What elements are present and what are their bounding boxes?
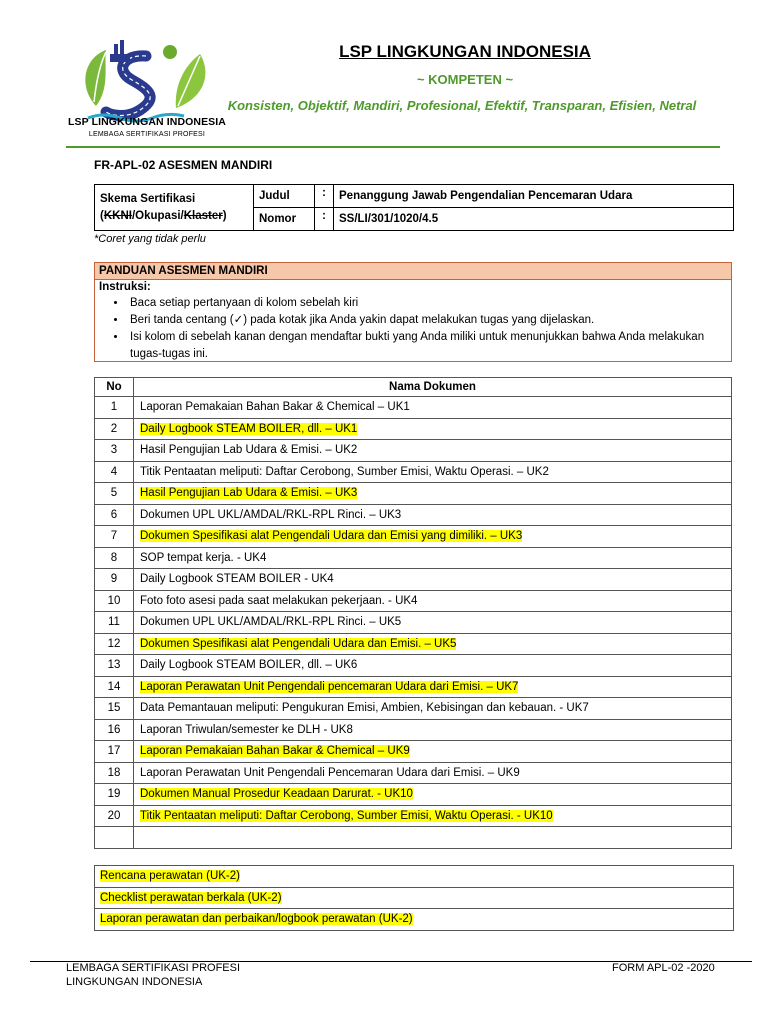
nomor-colon: : <box>315 208 334 231</box>
footer-form-code: FORM APL-02 -2020 <box>612 962 715 974</box>
row-number: 4 <box>95 461 134 483</box>
table-row <box>95 397 732 419</box>
skema-label: Skema Sertifikasi (KKNI/Okupasi/Klaster) <box>95 185 254 231</box>
row-number: 2 <box>95 418 134 440</box>
documents-table <box>94 377 732 849</box>
document-name: Dokumen Manual Prosedur Keadaan Darurat. - UK10 <box>140 788 413 801</box>
document-name-cell <box>134 633 732 655</box>
table-row <box>95 762 732 784</box>
row-number: 19 <box>95 784 134 806</box>
evidence-note: Checklist perawatan berkala (UK-2) <box>100 891 282 904</box>
row-number: 20 <box>95 805 134 827</box>
document-name-cell <box>134 719 732 741</box>
table-row <box>95 440 732 462</box>
document-name: Data Pemantauan meliputi: Pengukuran Emisi, Ambien, Kebisingan dan kebauan. - UK7 <box>140 702 589 715</box>
row-number: 7 <box>95 526 134 548</box>
row-number: 13 <box>95 655 134 677</box>
document-name: Daily Logbook STEAM BOILER - UK4 <box>140 573 334 586</box>
document-name: Dokumen Spesifikasi alat Pengendali Udara dan Emisi. – UK5 <box>140 637 457 650</box>
panduan-heading: PANDUAN ASESMEN MANDIRI <box>95 263 731 280</box>
row-number: 8 <box>95 547 134 569</box>
skema-label-line1: Skema Sertifikasi <box>100 192 196 205</box>
judul-label: Judul <box>254 185 315 208</box>
document-name-cell <box>134 655 732 677</box>
row-number: 14 <box>95 676 134 698</box>
table-row <box>95 504 732 526</box>
table-row <box>95 612 732 634</box>
document-name: Laporan Perawatan Unit Pengendali Pencemaran Udara dari Emisi. – UK9 <box>140 766 520 779</box>
document-name: Hasil Pengujian Lab Udara & Emisi. – UK3 <box>140 487 358 500</box>
kkni-option: KKNI <box>103 209 132 222</box>
table-row <box>95 805 732 827</box>
row-number: 5 <box>95 483 134 505</box>
organization-title: LSP LINGKUNGAN INDONESIA <box>339 42 591 61</box>
document-name: Laporan Triwulan/semester ke DLH - UK8 <box>140 723 353 736</box>
document-name-cell <box>134 590 732 612</box>
lsp-logo <box>66 36 236 146</box>
row-number: 16 <box>95 719 134 741</box>
evidence-note-row <box>95 887 734 909</box>
column-header-no: No <box>95 378 134 397</box>
row-number: 9 <box>95 569 134 591</box>
panduan-box <box>94 262 732 362</box>
document-name: Hasil Pengujian Lab Udara & Emisi. – UK2 <box>140 444 358 457</box>
instruction-item: • Isi kolom di sebelah kanan dengan mendaftar bukti yang Anda miliki untuk menunjukkan bahwa Anda melakukan tugas-tugas ini. <box>127 329 731 363</box>
nomor-label: Nomor <box>254 208 315 231</box>
row-number: 12 <box>95 633 134 655</box>
tagline: ~ KOMPETEN ~ <box>416 72 514 87</box>
table-row <box>95 698 732 720</box>
document-name-cell <box>134 827 732 849</box>
row-number: 1 <box>95 397 134 419</box>
evidence-notes-table <box>94 865 734 931</box>
document-name: Foto foto asesi pada saat melakukan pekerjaan. - UK4 <box>140 594 418 607</box>
table-row <box>95 676 732 698</box>
instruction-list <box>95 295 731 363</box>
instruksi-label: Instruksi: <box>99 281 151 293</box>
evidence-note: Laporan perawatan dan perbaikan/logbook perawatan (UK-2) <box>100 913 413 926</box>
judul-value: Penanggung Jawab Pengendalian Pencemaran Udara <box>334 185 734 208</box>
judul-colon: : <box>315 185 334 208</box>
evidence-note: Rencana perawatan (UK-2) <box>100 870 240 883</box>
document-name-cell <box>134 418 732 440</box>
document-name-cell <box>134 569 732 591</box>
document-name-cell <box>134 504 732 526</box>
footer-org-line1: LEMBAGA SERTIFIKASI PROFESI <box>66 962 241 974</box>
footnote: *Coret yang tidak perlu <box>94 233 206 245</box>
document-name-cell <box>134 547 732 569</box>
row-number: 11 <box>95 612 134 634</box>
documents-header-row <box>95 378 732 397</box>
document-name: Daily Logbook STEAM BOILER, dll. – UK6 <box>140 659 358 672</box>
table-row <box>95 547 732 569</box>
logo-subtitle: LEMBAGA SERTIFIKASI PROFESI <box>88 131 206 138</box>
document-name: Daily Logbook STEAM BOILER, dll. – UK1 <box>140 422 358 435</box>
row-number: 18 <box>95 762 134 784</box>
footer-org-line2: LINGKUNGAN INDONESIA <box>66 976 203 988</box>
document-name: Dokumen Spesifikasi alat Pengendali Udara dan Emisi yang dimiliki. – UK3 <box>140 530 523 543</box>
table-row <box>95 741 732 763</box>
document-name-cell <box>134 676 732 698</box>
row-number <box>95 827 134 849</box>
document-name: Laporan Pemakaian Bahan Bakar & Chemical – UK9 <box>140 745 410 758</box>
document-name-cell <box>134 762 732 784</box>
table-row <box>95 526 732 548</box>
document-name: Laporan Pemakaian Bahan Bakar & Chemical – UK1 <box>140 401 410 414</box>
document-name-cell <box>134 805 732 827</box>
document-name-cell <box>134 526 732 548</box>
header-divider <box>66 146 720 148</box>
skema-table <box>94 184 734 231</box>
table-row <box>95 784 732 806</box>
document-name: Dokumen UPL UKL/AMDAL/RKL-RPL Rinci. – UK3 <box>140 508 402 521</box>
document-name: Titik Pentaatan meliputi: Daftar Cerobong, Sumber Emisi, Waktu Operasi. – UK2 <box>140 465 549 478</box>
evidence-note-row <box>95 909 734 931</box>
form-title: FR-APL-02 ASESMEN MANDIRI <box>94 158 273 172</box>
table-row <box>95 827 732 849</box>
table-row <box>95 655 732 677</box>
document-name-cell <box>134 461 732 483</box>
row-number: 17 <box>95 741 134 763</box>
document-name-cell <box>134 784 732 806</box>
table-row <box>95 418 732 440</box>
row-number: 3 <box>95 440 134 462</box>
document-name-cell <box>134 698 732 720</box>
document-name-cell <box>134 741 732 763</box>
document-name: Dokumen UPL UKL/AMDAL/RKL-RPL Rinci. – UK5 <box>140 616 402 629</box>
column-header-name: Nama Dokumen <box>134 378 732 397</box>
klaster-option: Klaster <box>183 209 223 222</box>
document-name: Titik Pentaatan meliputi: Daftar Cerobong, Sumber Emisi, Waktu Operasi. - UK10 <box>140 809 553 822</box>
document-name-cell <box>134 397 732 419</box>
table-row <box>95 590 732 612</box>
table-row <box>95 461 732 483</box>
document-name-cell <box>134 612 732 634</box>
table-row <box>95 719 732 741</box>
instruction-item: • Beri tanda centang (✓) pada kotak jika Anda yakin dapat melakukan tugas yang dijelaskan. <box>127 312 731 329</box>
table-row <box>95 483 732 505</box>
table-row <box>95 633 732 655</box>
evidence-note-row <box>95 866 734 888</box>
table-row <box>95 569 732 591</box>
nomor-value: SS/LI/301/1020/4.5 <box>334 208 734 231</box>
instruction-item: • Baca setiap pertanyaan di kolom sebelah kiri <box>127 295 731 312</box>
document-name-cell <box>134 440 732 462</box>
row-number: 6 <box>95 504 134 526</box>
row-number: 15 <box>95 698 134 720</box>
document-name-cell <box>134 483 732 505</box>
document-name: Laporan Perawatan Unit Pengendali pencemaran Udara dari Emisi. – UK7 <box>140 680 519 693</box>
logo-name: LSP LINGKUNGAN INDONESIA <box>68 116 226 128</box>
core-values: Konsisten, Objektif, Mandiri, Profesional, Efektif, Transparan, Efisien, Netral <box>227 98 697 113</box>
document-name: SOP tempat kerja. - UK4 <box>140 551 267 564</box>
row-number: 10 <box>95 590 134 612</box>
